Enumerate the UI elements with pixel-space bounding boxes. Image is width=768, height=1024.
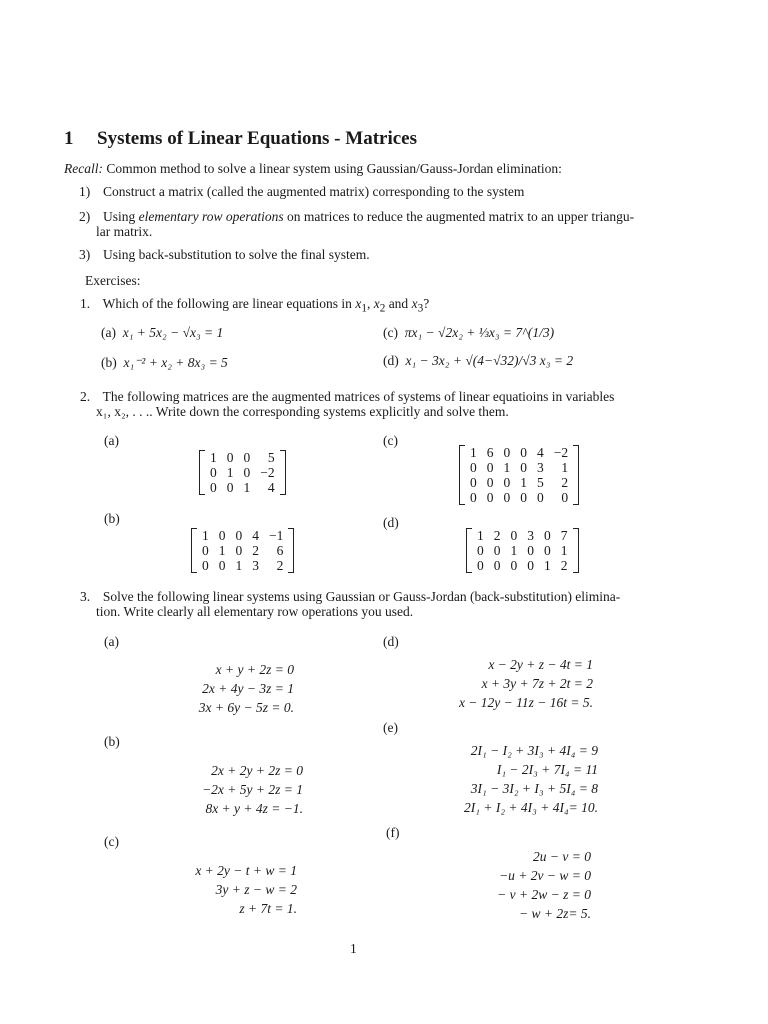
matrix-row: [465, 490, 573, 505]
matrix-entry: 1: [218, 543, 226, 558]
matrix-entry: 1: [520, 475, 527, 490]
matrix-entry: 6: [276, 543, 284, 558]
equation: 3I₁ − 3I₂ + I₃ + 5I₄ = 8: [470, 781, 598, 796]
matrix-entry: 0: [520, 445, 527, 460]
matrix-entry: 5: [267, 450, 275, 465]
sub: 1: [361, 302, 367, 315]
matrix-grid: [465, 445, 573, 505]
step-number: 2): [79, 209, 91, 224]
system-b: [170, 761, 303, 818]
question-number: 3.: [80, 589, 91, 604]
recall-step-2-continuation: lar matrix.: [96, 224, 153, 239]
item-expression: x₁ + 5x₂ − √x₃ = 1: [122, 325, 224, 340]
equation: x − 2y + z − 4t = 1: [488, 657, 593, 672]
matrix-entry: 0: [210, 480, 217, 495]
q1-item-c: [383, 325, 554, 341]
system-f: [440, 847, 591, 923]
matrix-entry: 1: [561, 460, 569, 475]
matrix-entry: 3: [537, 460, 544, 475]
matrix-entry: 0: [510, 558, 518, 573]
q3-label-f: (f): [386, 825, 400, 840]
matrix-entry: 0: [527, 543, 534, 558]
matrix-entry: 1: [510, 543, 518, 558]
item-label: (d): [383, 353, 399, 368]
q3-label-d: (d): [383, 634, 399, 649]
matrix-entry: 0: [470, 490, 477, 505]
matrix-entry: 3: [252, 558, 259, 573]
matrix-entry: 5: [537, 475, 544, 490]
matrix-entry: 0: [486, 460, 494, 475]
sep: ?: [423, 296, 430, 311]
matrix-b: [191, 528, 294, 573]
equation: x + 3y + 7z + 2t = 2: [481, 676, 593, 691]
matrix-entry: 0: [202, 543, 209, 558]
matrix-entry: 0: [493, 558, 501, 573]
item-label: (a): [101, 325, 116, 340]
matrix-row: [205, 450, 280, 465]
recall-label: Recall:: [64, 161, 103, 176]
matrix-row: [205, 480, 280, 495]
step-text: on matrices to reduce the augmented matrix to an upper triangu-: [283, 209, 635, 224]
var: x: [373, 296, 380, 311]
matrix-entry: −2: [553, 445, 569, 460]
right-bracket: [573, 528, 579, 573]
matrix-entry: 0: [510, 528, 518, 543]
matrix-entry: 2: [252, 543, 259, 558]
matrix-entry: 0: [235, 543, 243, 558]
item-label: (b): [101, 355, 117, 370]
matrix-entry: 0: [493, 543, 501, 558]
q1-item-a: [101, 325, 223, 341]
step-number: 1): [79, 184, 91, 199]
equation: 3y + z − w = 2: [215, 882, 297, 897]
matrix-entry: 0: [243, 465, 251, 480]
matrix-entry: 0: [477, 543, 484, 558]
q2-label-d: (d): [383, 515, 399, 530]
item-expression: x₁ − 3x₂ + √(4−√32)/√3 x₃ = 2: [405, 353, 574, 368]
equation: x − 12y − 11z − 16t = 5.: [458, 695, 593, 710]
matrix-entry: 0: [503, 475, 511, 490]
matrix-entry: 2: [561, 475, 569, 490]
matrix-entry: 1: [243, 480, 251, 495]
item-label: (c): [383, 325, 398, 340]
q3-label-e: (e): [383, 720, 398, 735]
equation: x + 2y − t + w = 1: [195, 863, 297, 878]
matrix-entry: 1: [544, 558, 551, 573]
matrix-entry: 0: [218, 558, 226, 573]
sep: and: [385, 296, 412, 311]
matrix-row: [465, 445, 573, 460]
equation: −2x + 5y + 2z = 1: [202, 782, 303, 797]
sub: 2: [379, 302, 386, 315]
system-a: [170, 660, 294, 717]
matrix-entry: 1: [202, 528, 209, 543]
matrix-entry: 0: [544, 528, 551, 543]
step-number: 3): [79, 247, 91, 262]
page-number: 1: [350, 941, 357, 956]
system-d: [440, 655, 593, 712]
matrix-entry: 0: [537, 490, 544, 505]
q2-label-a: (a): [104, 433, 119, 448]
matrix-entry: 1: [477, 528, 484, 543]
question-1: [80, 296, 429, 315]
matrix-row: [205, 465, 280, 480]
step-text: Construct a matrix (called the augmented matrix) corresponding to the system: [103, 184, 525, 199]
matrix-entry: 0: [202, 558, 209, 573]
matrix-row: [197, 558, 288, 573]
q3-label-c: (c): [104, 834, 119, 849]
matrix-entry: 0: [218, 528, 226, 543]
matrix-entry: 4: [537, 445, 544, 460]
item-expression: x₁⁻² + x₂ + 8x₃ = 5: [123, 355, 228, 370]
question-number: 2.: [80, 389, 91, 404]
question-text: Which of the following are linear equations in: [102, 296, 352, 311]
q2-label-c: (c): [383, 433, 398, 448]
matrix-entry: 0: [235, 528, 243, 543]
matrix-row: [472, 558, 573, 573]
matrix-entry: 1: [226, 465, 234, 480]
matrix-d: [466, 528, 579, 573]
section-number: 1: [64, 128, 74, 149]
matrix-a: [199, 450, 286, 495]
matrix-entry: 0: [503, 490, 511, 505]
q1-item-d: [383, 353, 573, 369]
system-c: [170, 861, 297, 918]
sub: 3: [417, 302, 424, 315]
equation: − v + 2w − z = 0: [497, 887, 591, 902]
matrix-grid: [205, 450, 280, 495]
matrix-entry: 0: [470, 460, 477, 475]
equation: I₁ − 2I₃ + 7I₄ = 11: [496, 762, 598, 777]
matrix-entry: 0: [527, 558, 534, 573]
equation: 3x + 6y − 5z = 0.: [198, 700, 294, 715]
matrix-grid: [472, 528, 573, 573]
q3-label-a: (a): [104, 634, 119, 649]
equation: 2I₁ + I₂ + 4I₃ + 4I₄= 10.: [464, 800, 598, 815]
matrix-grid: [197, 528, 288, 573]
matrix-entry: 0: [243, 450, 251, 465]
system-e: [430, 741, 598, 817]
equation: 2u − v = 0: [533, 849, 591, 864]
section-title: Systems of Linear Equations - Matrices: [97, 128, 417, 149]
matrix-entry: 7: [560, 528, 568, 543]
step-text: Using back-substitution to solve the final system.: [103, 247, 370, 262]
q1-item-b: [101, 355, 228, 371]
matrix-entry: −1: [269, 528, 284, 543]
q3-label-b: (b): [104, 734, 120, 749]
question-text: Solve the following linear systems using Gaussian or Gauss-Jordan (back-substitution) elimina-: [102, 589, 621, 604]
equation: 8x + y + 4z = −1.: [205, 801, 303, 816]
step-emphasis: elementary row operations: [138, 209, 284, 224]
recall-text: Common method to solve a linear system using Gaussian/Gauss-Jordan elimination:: [106, 161, 562, 176]
matrix-entry: 0: [544, 543, 551, 558]
right-bracket: [280, 450, 286, 495]
matrix-entry: 0: [226, 450, 234, 465]
item-expression: πx₁ − √2x₂ + ⅓x₃ = 7^(1/3): [404, 325, 555, 340]
matrix-entry: 1: [470, 445, 477, 460]
equation: − w + 2z= 5.: [519, 906, 591, 921]
matrix-row: [472, 528, 573, 543]
recall-paragraph: [64, 161, 562, 177]
matrix-entry: 0: [470, 475, 477, 490]
matrix-entry: 0: [520, 490, 527, 505]
question-2-continuation: x₁, x₂, . . .. Write down the corresponding systems explicitly and solve them.: [96, 404, 509, 419]
matrix-entry: 0: [486, 475, 494, 490]
q2-label-b: (b): [104, 511, 120, 526]
question-3: [80, 589, 620, 605]
equation: −u + 2v − w = 0: [499, 868, 591, 883]
recall-step-3: [79, 247, 370, 263]
matrix-entry: 1: [210, 450, 217, 465]
matrix-entry: 4: [252, 528, 259, 543]
matrix-entry: 0: [503, 445, 511, 460]
right-bracket: [288, 528, 294, 573]
matrix-row: [472, 543, 573, 558]
recall-step-2: [79, 209, 634, 225]
matrix-row: [197, 528, 288, 543]
question-text: The following matrices are the augmented matrices of systems of linear equatioins in variables: [102, 389, 615, 404]
matrix-row: [197, 543, 288, 558]
matrix-row: [465, 475, 573, 490]
matrix-entry: −2: [260, 465, 275, 480]
var: x: [355, 296, 362, 311]
question-number: 1.: [80, 296, 91, 311]
section-heading: [64, 128, 417, 150]
right-bracket: [573, 445, 579, 505]
matrix-entry: 2: [276, 558, 284, 573]
step-text: Using: [103, 209, 139, 224]
equation: 2x + 2y + 2z = 0: [211, 763, 303, 778]
matrix-entry: 2: [560, 558, 568, 573]
exercises-label: Exercises:: [85, 273, 141, 288]
matrix-entry: 1: [503, 460, 511, 475]
matrix-entry: 0: [477, 558, 484, 573]
matrix-entry: 6: [486, 445, 494, 460]
var: x: [411, 296, 418, 311]
equation: 2x + 4y − 3z = 1: [202, 681, 294, 696]
matrix-entry: 4: [267, 480, 275, 495]
matrix-entry: 0: [486, 490, 494, 505]
matrix-row: [465, 460, 573, 475]
recall-step-1: [79, 184, 524, 200]
question-3-continuation: tion. Write clearly all elementary row operations you used.: [96, 604, 414, 619]
matrix-c: [459, 445, 579, 505]
matrix-entry: 0: [210, 465, 217, 480]
matrix-entry: 0: [520, 460, 527, 475]
matrix-entry: 0: [226, 480, 234, 495]
matrix-entry: 1: [560, 543, 568, 558]
equation: z + 7t = 1.: [239, 901, 297, 916]
equation: x + y + 2z = 0: [215, 662, 294, 677]
question-2: [80, 389, 614, 405]
matrix-entry: 0: [561, 490, 569, 505]
matrix-entry: 2: [493, 528, 501, 543]
equation: 2I₁ − I₂ + 3I₃ + 4I₄ = 9: [470, 743, 598, 758]
matrix-entry: 1: [235, 558, 243, 573]
sep: ,: [366, 296, 371, 311]
matrix-entry: 3: [527, 528, 534, 543]
